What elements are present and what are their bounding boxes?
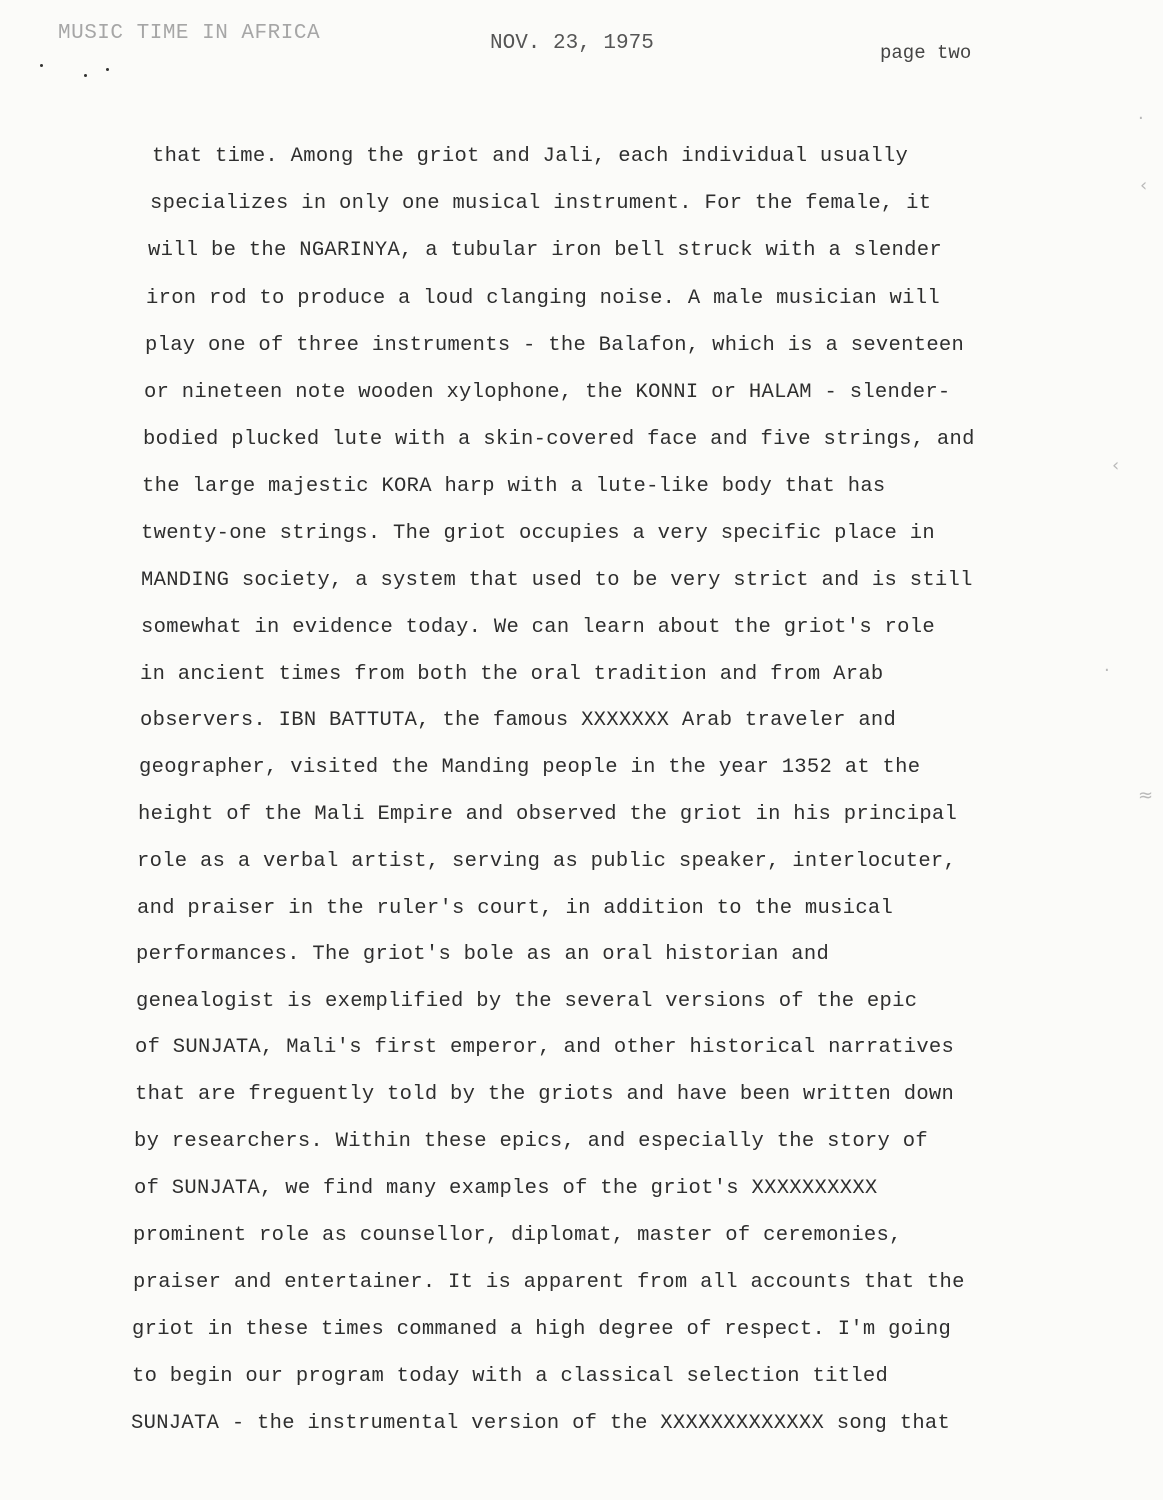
text-line: twenty-one strings. The griot occupies a very specific place in	[141, 522, 935, 545]
text-line: bodied plucked lute with a skin-covered face and five strings, and	[143, 428, 975, 451]
text-line: SUNJATA - the instrumental version of the XXXXXXXXXXXXX song that	[131, 1412, 951, 1435]
text-line: that time. Among the griot and Jali, each individual usually	[152, 145, 909, 168]
text-line: praiser and entertainer. It is apparent from all accounts that the	[133, 1271, 965, 1294]
text-line: or nineteen note wooden xylophone, the KONNI or HALAM - slender-	[144, 381, 951, 404]
text-line: by researchers. Within these epics, and especially the story of	[134, 1130, 928, 1153]
text-line: of SUNJATA, Mali's first emperor, and other historical narratives	[135, 1036, 955, 1059]
text-line: genealogist is exemplified by the several versions of the epic	[136, 990, 918, 1013]
page-label: page two	[880, 42, 972, 64]
edge-mark: ≈	[1138, 785, 1154, 806]
text-line: observers. IBN BATTUTA, the famous XXXXXXX Arab traveler and	[140, 709, 897, 732]
text-line: somewhat in evidence today. We can learn about the griot's role	[141, 616, 935, 639]
text-line: MANDING society, a system that used to be very strict and is still	[141, 569, 973, 592]
text-line: of SUNJATA, we find many examples of the griot's XXXXXXXXXX	[134, 1177, 878, 1200]
text-line: specializes in only one musical instrument. For the female, it	[150, 192, 932, 215]
program-title: MUSIC TIME IN AFRICA	[58, 22, 321, 45]
text-line: geographer, visited the Manding people in the year 1352 at the	[139, 756, 921, 779]
text-line: prominent role as counsellor, diplomat, master of ceremonies,	[133, 1224, 902, 1247]
text-line: play one of three instruments - the Balafon, which is a seventeen	[145, 334, 965, 357]
text-line: iron rod to produce a loud clanging noise. A male musician will	[146, 287, 940, 310]
text-line: griot in these times commaned a high degree of respect. I'm going	[132, 1318, 952, 1341]
text-line: the large majestic KORA harp with a lute-like body that has	[142, 475, 886, 498]
text-line: that are freguently told by the griots and have been written down	[135, 1083, 955, 1106]
document-date: NOV. 23, 1975	[490, 32, 654, 55]
edge-mark: ·	[1104, 660, 1110, 681]
text-line: in ancient times from both the oral tradition and from Arab	[140, 663, 884, 686]
text-line: and praiser in the ruler's court, in addition to the musical	[137, 897, 894, 920]
text-line: performances. The griot's bole as an oral historian and	[136, 943, 830, 966]
text-line: height of the Mali Empire and observed the griot in his principal	[138, 803, 958, 826]
text-line: to begin our program today with a classical selection titled	[132, 1365, 889, 1388]
text-line: will be the NGARINYA, a tubular iron bell struck with a slender	[148, 239, 942, 262]
edge-mark: ‹	[1112, 455, 1120, 476]
text-line: role as a verbal artist, serving as public speaker, interlocuter,	[137, 850, 957, 873]
edge-mark: ‹	[1140, 175, 1148, 196]
edge-mark: ·	[1138, 108, 1144, 129]
